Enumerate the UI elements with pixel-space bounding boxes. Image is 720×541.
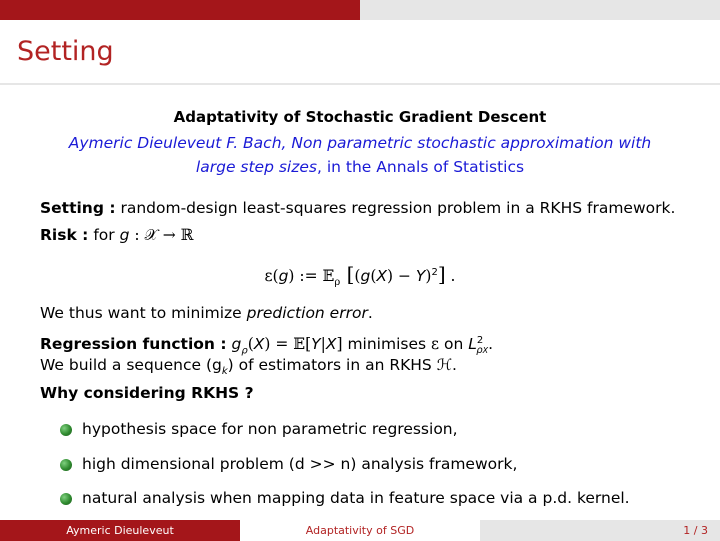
sequence-line: We build a sequence $(g_k)$ of estimators in an RKHS ℋ. xyxy=(40,356,457,378)
regression-line: Regression function : $g_\rho(X)$ = 𝔼[Y|X] minimises ε on $L^2_{\rho X}$. xyxy=(40,335,493,357)
slide-title: Setting xyxy=(17,36,114,67)
setting-line xyxy=(40,198,675,218)
bullet-item-1: hypothesis space for non parametric regression, xyxy=(82,420,458,438)
risk-equation: ε(g) := 𝔼$_\rho$ $[(g(X) - Y)^2]$ . xyxy=(264,262,456,289)
risk-text: for xyxy=(88,226,120,244)
header-bar-right xyxy=(360,0,720,20)
minimize-end: . xyxy=(367,304,373,322)
setting-label: Setting : xyxy=(40,199,116,217)
bullet-icon xyxy=(60,424,72,436)
minimize-line xyxy=(40,303,373,323)
footer-short-title: Adaptativity of SGD xyxy=(240,520,480,541)
bullet-icon xyxy=(60,459,72,471)
risk-line: Risk : for g : 𝒳 → ℝ xyxy=(40,226,194,244)
regression-label: Regression function : xyxy=(40,335,227,354)
setting-text: random-design least-squares regression problem in a RKHS framework. xyxy=(115,199,676,217)
sequence-rest: ) of estimators in an RKHS xyxy=(227,356,437,374)
paper-citation xyxy=(0,131,720,179)
footer-bar xyxy=(0,520,720,541)
sequence-text: We build a sequence (g xyxy=(40,356,222,374)
citation-journal: , in the Annals of Statistics xyxy=(317,158,525,176)
header-bar xyxy=(0,0,720,20)
title-divider xyxy=(0,83,720,85)
citation-line-2 xyxy=(0,155,720,179)
bullet-icon xyxy=(60,493,72,505)
footer-page-number[interactable]: 1 / 3 xyxy=(480,520,720,541)
header-bar-left xyxy=(0,0,360,20)
prediction-error: prediction error xyxy=(246,304,368,322)
minimize-text: We thus want to minimize xyxy=(40,304,247,322)
footer-author: Aymeric Dieuleveut xyxy=(0,520,240,541)
risk-math: g xyxy=(119,226,130,244)
citation-line-1: Aymeric Dieuleveut F. Bach, Non parametric stochastic approximation with xyxy=(68,134,652,152)
bullet-item-2: high dimensional problem (d >> n) analysis framework, xyxy=(82,455,518,473)
citation-italic: large step sizes xyxy=(195,158,317,176)
bullet-item-3: natural analysis when mapping data in feature space via a p.d. kernel. xyxy=(82,489,630,507)
risk-label: Risk : xyxy=(40,226,89,244)
why-rkhs-heading: Why considering RKHS ? xyxy=(40,384,254,402)
paper-title: Adaptativity of Stochastic Gradient Descent xyxy=(173,108,547,126)
